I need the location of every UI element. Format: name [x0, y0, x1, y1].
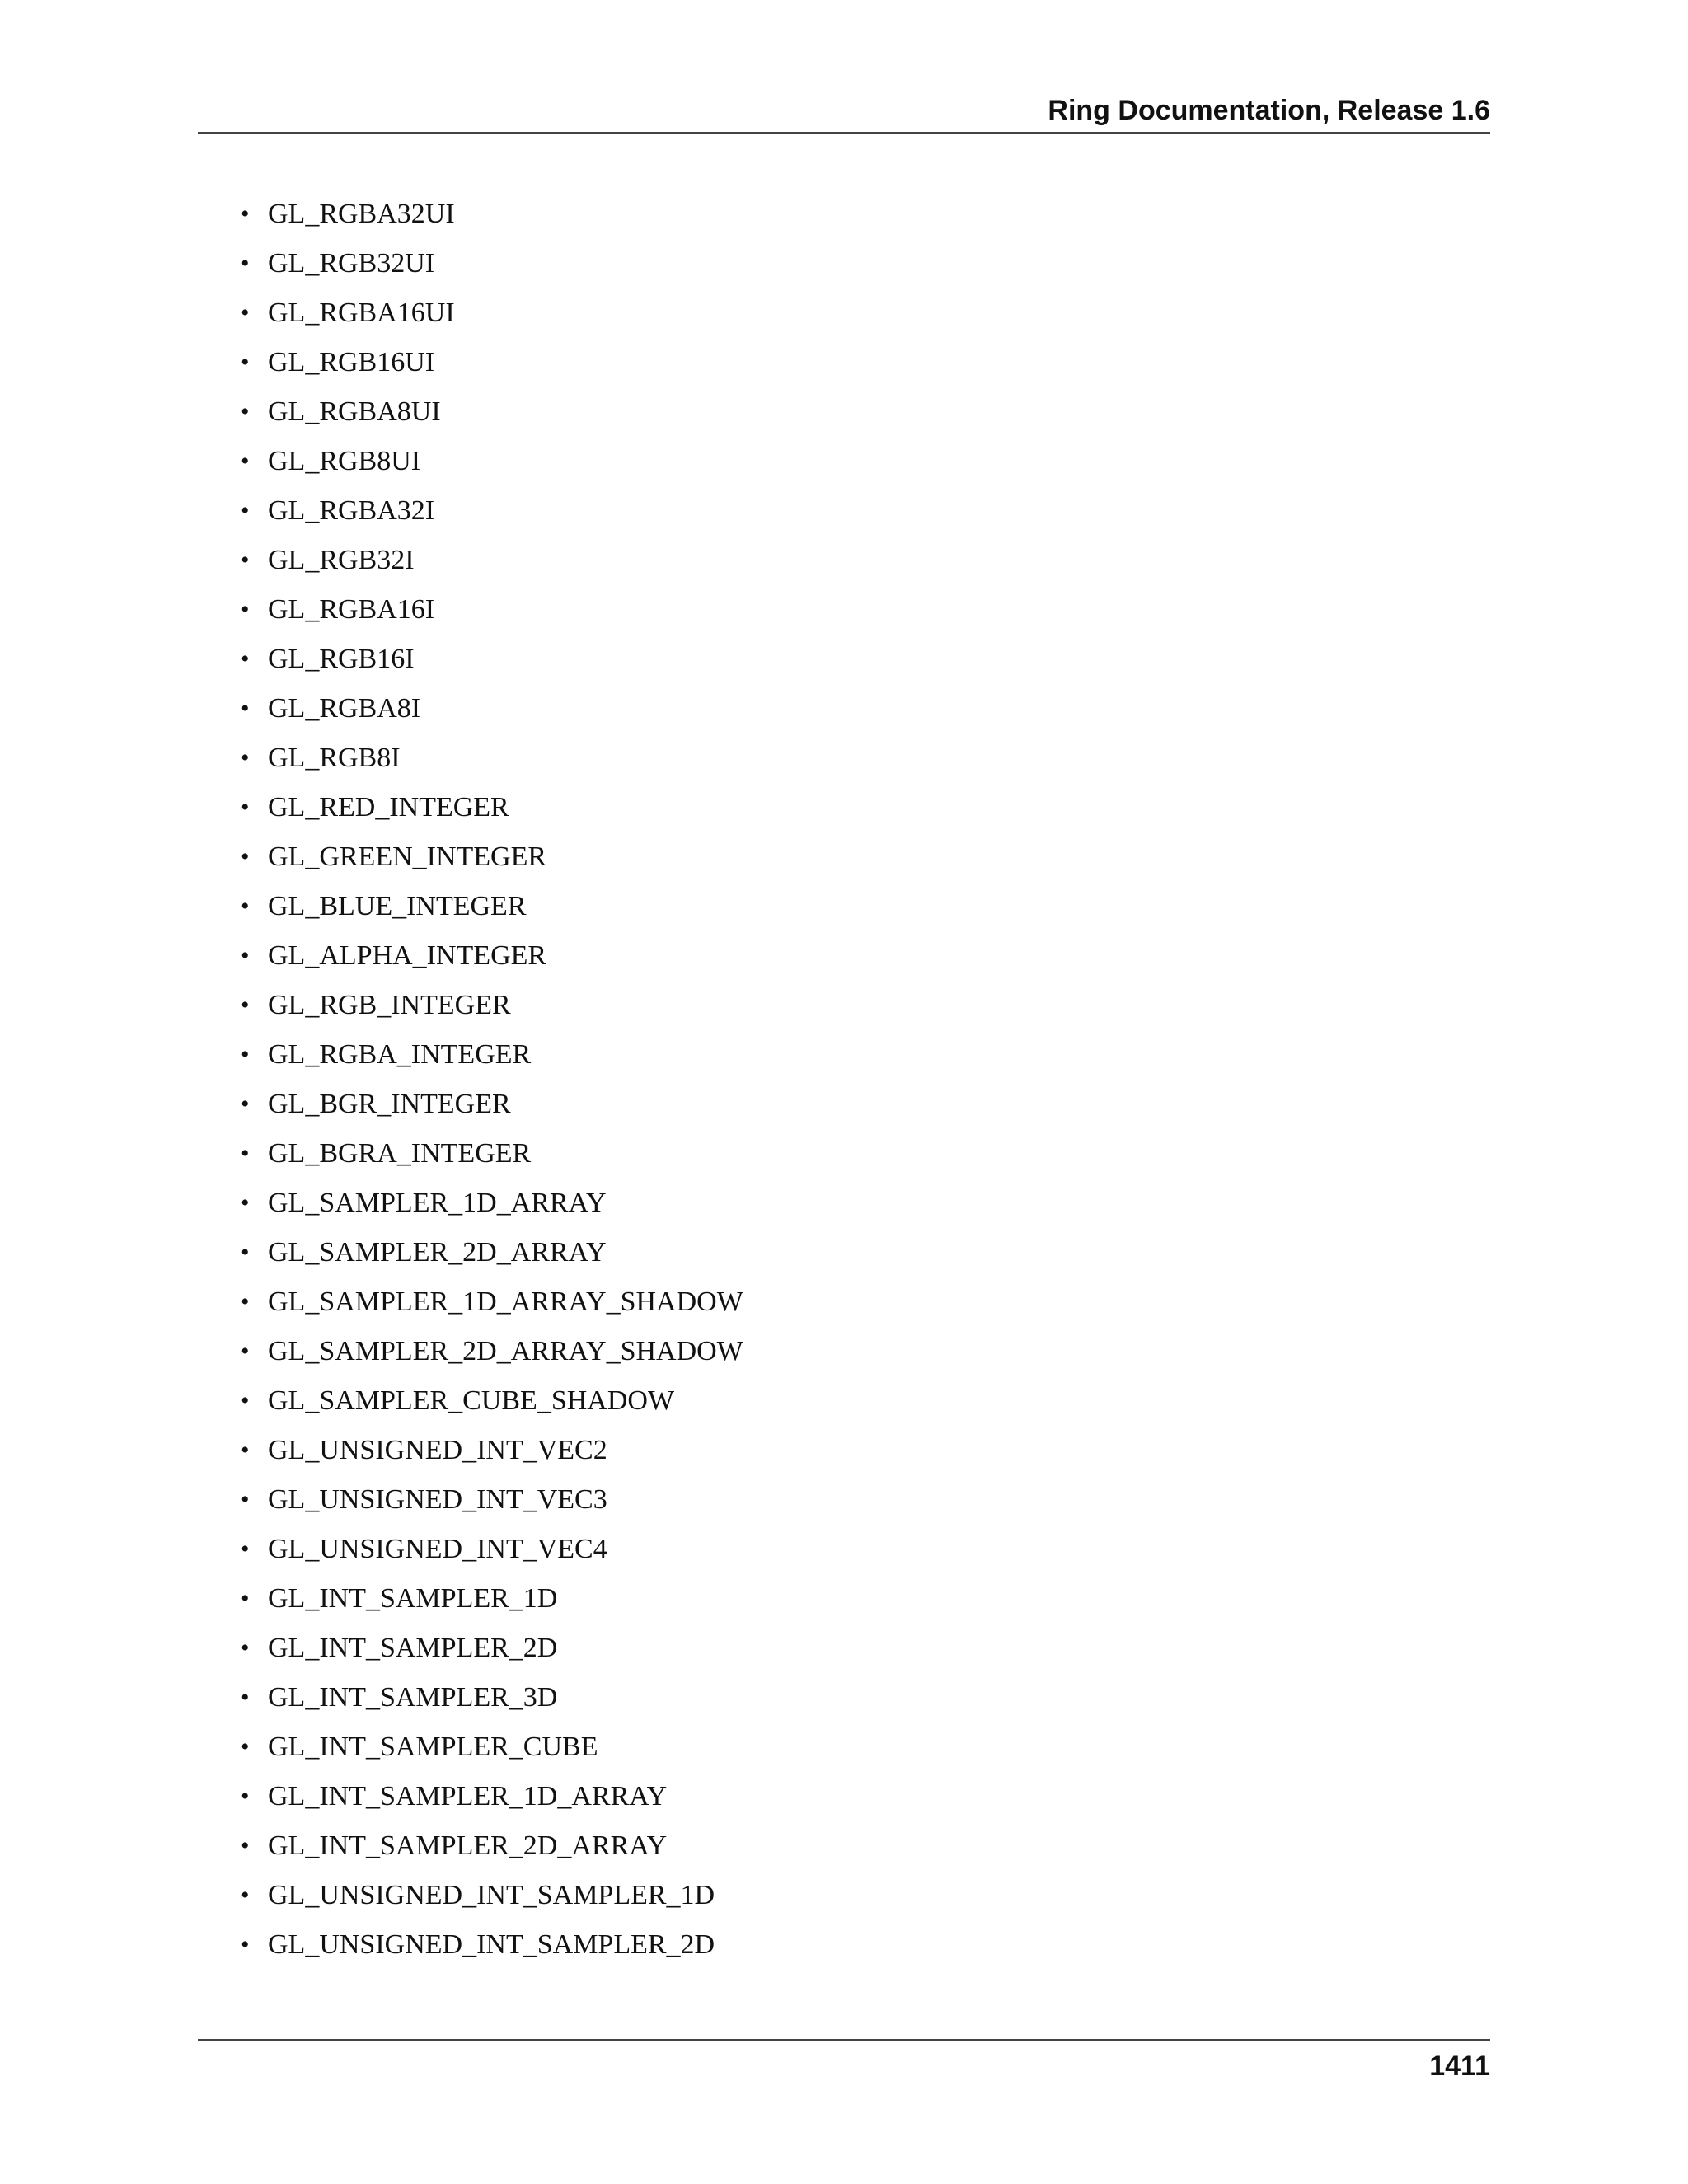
bullet-icon: • [241, 1585, 250, 1612]
bullet-icon: • [241, 250, 250, 277]
list-item [0, 841, 989, 890]
bullet-icon: • [241, 1338, 250, 1365]
constant-name: GL_INT_SAMPLER_3D [268, 1682, 558, 1713]
bullet-icon: • [241, 398, 250, 425]
constant-name: GL_INT_SAMPLER_1D_ARRAY [268, 1781, 668, 1811]
bullet-icon: • [241, 1783, 250, 1810]
constant-name: GL_RGBA8UI [268, 396, 441, 427]
list-item [0, 1187, 989, 1236]
bullet-icon: • [241, 448, 250, 475]
constant-name: GL_BGRA_INTEGER [268, 1138, 532, 1169]
list-item [0, 1385, 989, 1434]
constant-name: GL_RGBA_INTEGER [268, 1039, 532, 1070]
constant-name: GL_RGBA16UI [268, 298, 455, 328]
bullet-icon: • [241, 1931, 250, 1958]
list-item [0, 1731, 989, 1780]
constant-name: GL_RGB8UI [268, 446, 421, 476]
bullet-icon: • [241, 1090, 250, 1118]
list-item [0, 396, 989, 445]
list-item [0, 445, 989, 494]
list-item [0, 1483, 989, 1533]
page-header [198, 91, 1490, 134]
constant-name: GL_GREEN_INTEGER [268, 841, 547, 872]
bullet-icon: • [241, 942, 250, 969]
bullet-icon: • [241, 1436, 250, 1464]
bullet-icon: • [241, 1535, 250, 1563]
list-item [0, 1137, 989, 1187]
bullet-icon: • [241, 843, 250, 870]
list-item [0, 1236, 989, 1286]
bullet-icon: • [241, 596, 250, 623]
list-item [0, 940, 989, 989]
constant-name: GL_RGBA32UI [268, 199, 455, 229]
constant-name: GL_UNSIGNED_INT_VEC3 [268, 1484, 607, 1515]
bullet-icon: • [241, 893, 250, 920]
bullet-icon: • [241, 1041, 250, 1068]
bullet-icon: • [241, 1733, 250, 1760]
constant-name: GL_INT_SAMPLER_2D_ARRAY [268, 1830, 668, 1861]
constant-name: GL_RGBA16I [268, 594, 435, 625]
constant-name: GL_RGB16UI [268, 347, 435, 377]
constant-name: GL_UNSIGNED_INT_VEC4 [268, 1534, 607, 1564]
list-item [0, 643, 989, 692]
constant-name: GL_RGBA8I [268, 693, 421, 724]
constant-name: GL_RED_INTEGER [268, 792, 509, 823]
list-item [0, 989, 989, 1038]
list-item [0, 593, 989, 643]
bullet-icon: • [241, 1239, 250, 1266]
bullet-icon: • [241, 794, 250, 821]
bullet-icon: • [241, 1288, 250, 1315]
bullet-icon: • [241, 1684, 250, 1711]
constant-name: GL_RGB32UI [268, 248, 435, 279]
bullet-icon: • [241, 349, 250, 376]
bullet-icon: • [241, 1387, 250, 1414]
list-item [0, 1681, 989, 1731]
bullet-icon: • [241, 645, 250, 673]
constant-list [0, 198, 989, 1978]
bullet-icon: • [241, 546, 250, 574]
bullet-icon: • [241, 695, 250, 722]
bullet-icon: • [241, 744, 250, 771]
list-item [0, 1434, 989, 1483]
bullet-icon: • [241, 1634, 250, 1661]
list-item [0, 1929, 989, 1978]
list-item [0, 742, 989, 791]
footer-rule [198, 2039, 1490, 2041]
constant-name: GL_SAMPLER_2D_ARRAY_SHADOW [268, 1336, 743, 1366]
document-title: Ring Documentation, Release 1.6 [1048, 95, 1490, 126]
bullet-icon: • [241, 1882, 250, 1909]
bullet-icon: • [241, 1486, 250, 1513]
constant-name: GL_UNSIGNED_INT_VEC2 [268, 1435, 607, 1465]
bullet-icon: • [241, 1832, 250, 1859]
constant-name: GL_ALPHA_INTEGER [268, 940, 547, 971]
list-item [0, 1830, 989, 1879]
constant-name: GL_INT_SAMPLER_2D [268, 1633, 558, 1663]
constant-name: GL_INT_SAMPLER_CUBE [268, 1732, 598, 1762]
page-number: 1411 [1429, 2050, 1490, 2082]
constant-name: GL_RGBA32I [268, 495, 435, 526]
constant-name: GL_RGB_INTEGER [268, 990, 511, 1020]
list-item [0, 1038, 989, 1088]
list-item [0, 1286, 989, 1335]
list-item [0, 1335, 989, 1385]
bullet-icon: • [241, 1140, 250, 1167]
constant-name: GL_BLUE_INTEGER [268, 891, 527, 921]
list-item [0, 1780, 989, 1830]
constant-name: GL_INT_SAMPLER_1D [268, 1583, 558, 1614]
list-item [0, 1879, 989, 1929]
bullet-icon: • [241, 991, 250, 1019]
list-item [0, 297, 989, 346]
constant-name: GL_SAMPLER_1D_ARRAY_SHADOW [268, 1286, 743, 1317]
list-item [0, 494, 989, 544]
bullet-icon: • [241, 299, 250, 326]
list-item [0, 1632, 989, 1681]
constant-name: GL_SAMPLER_CUBE_SHADOW [268, 1385, 675, 1416]
list-item [0, 346, 989, 396]
list-item [0, 1533, 989, 1582]
constant-name: GL_BGR_INTEGER [268, 1089, 511, 1119]
bullet-icon: • [241, 497, 250, 524]
list-item [0, 544, 989, 593]
list-item [0, 198, 989, 247]
list-item [0, 247, 989, 297]
list-item [0, 1088, 989, 1137]
list-item [0, 890, 989, 940]
constant-name: GL_RGB8I [268, 743, 401, 773]
list-item [0, 692, 989, 742]
constant-name: GL_UNSIGNED_INT_SAMPLER_1D [268, 1880, 715, 1910]
constant-name: GL_RGB16I [268, 644, 415, 674]
constant-name: GL_RGB32I [268, 545, 415, 575]
constant-name: GL_UNSIGNED_INT_SAMPLER_2D [268, 1929, 715, 1960]
bullet-icon: • [241, 200, 250, 227]
constant-name: GL_SAMPLER_1D_ARRAY [268, 1188, 607, 1218]
bullet-icon: • [241, 1189, 250, 1216]
constant-name: GL_SAMPLER_2D_ARRAY [268, 1237, 607, 1268]
list-item [0, 791, 989, 841]
list-item [0, 1582, 989, 1632]
